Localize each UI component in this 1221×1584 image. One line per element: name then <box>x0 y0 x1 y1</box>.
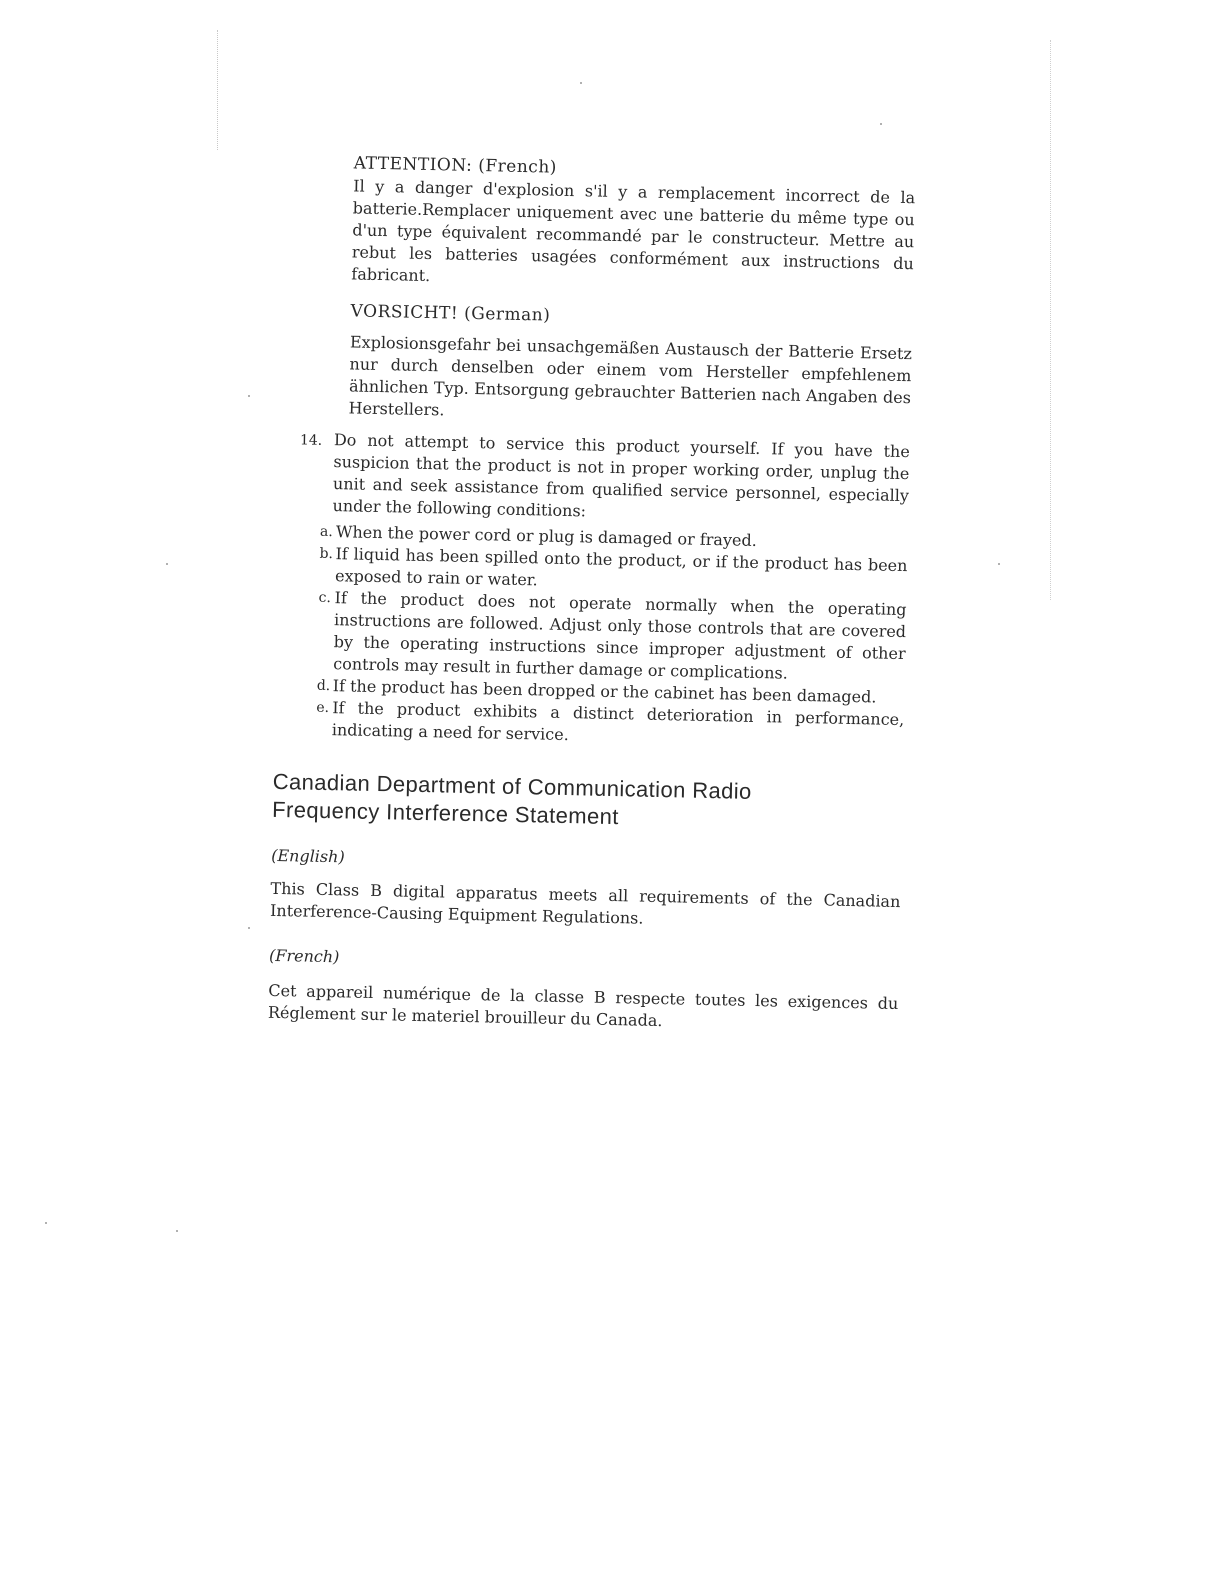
scan-speck <box>248 927 250 929</box>
list-item-letter: a. <box>319 523 333 541</box>
french-text: Cet appareil numérique de la classe B respecte toutes les exigences du Réglement sur le materiel brouilleur du Canada. <box>267 980 899 1031</box>
list-item-text: If the product exhibits a distinct deterioration in performance, indicating a need for service. <box>331 698 905 745</box>
list-item-letter: c. <box>318 589 332 607</box>
list-item-letter: b. <box>319 545 334 563</box>
item-14-text: Do not attempt to service this product yourself. If you have the suspicion that the product is not in proper working order, unplug the unit and seek assistance from qualified service personnel, especially under the following conditions: <box>332 430 911 521</box>
list-item-text: When the power cord or plug is damaged or frayed. <box>335 522 757 550</box>
attention-block <box>351 151 916 297</box>
list-item-letter: d. <box>316 677 331 695</box>
french-label: (French) <box>268 945 340 967</box>
list-item-text: If the product does not operate normally when the operating instructions are followed. Adjust only those controls that are covered by the operating instructions since improper adjustment of other controls may result in further damage or complications. <box>333 588 907 683</box>
scan-speck <box>580 82 582 84</box>
vorsicht-block <box>348 299 912 431</box>
list-item-text: If the product has been dropped or the cabinet has been damaged. <box>332 676 877 707</box>
list-item <box>317 587 907 687</box>
scan-speck <box>998 563 1000 565</box>
section-title-line2: Frequency Interference Statement <box>271 796 620 830</box>
item-14 <box>298 428 910 529</box>
list-item-text: If liquid has been spilled onto the product, or if the product has been exposed to rain or water. <box>334 544 908 590</box>
vorsicht-heading: VORSICHT! (German) <box>350 301 551 326</box>
scan-edge-right <box>1050 40 1052 600</box>
item-14-number: 14. <box>299 432 323 449</box>
scan-speck <box>166 563 168 565</box>
english-text: This Class B digital apparatus meets all requirements of the Canadian Interference-Causing Equipment Regulations. <box>269 878 901 928</box>
list-item-letter: e. <box>316 699 330 717</box>
conditions-list <box>316 521 908 753</box>
vorsicht-text: Explosionsgefahr bei unsachgemäßen Austausch der Batterie Ersetz nur durch denselben oder einem vom Hersteller empfehlenem ähnlichen Typ. Entsorgung gebrauchter Batterien nach Angaben des Herstellers. <box>348 332 913 420</box>
scan-speck <box>45 1222 47 1224</box>
scan-speck <box>880 123 882 125</box>
section-title-line1: Canadian Department of Communication Radio <box>272 768 752 804</box>
attention-heading: ATTENTION: (French) <box>353 153 558 178</box>
canadian-section <box>268 768 903 1037</box>
scan-speck <box>176 1230 178 1232</box>
english-label: (English) <box>271 845 345 867</box>
attention-text: Il y a danger d'explosion s'il y a remplacement incorrect de la batterie.Remplacer uniquement avec une batterie du même type ou d'un type équivalent recommandé par le constructeur. Mettre au rebut les batteries usagées conformément aux instructions du fabricant. <box>351 176 916 286</box>
document-content <box>268 150 916 1037</box>
scan-speck <box>248 395 250 397</box>
scan-edge-left <box>217 30 219 150</box>
